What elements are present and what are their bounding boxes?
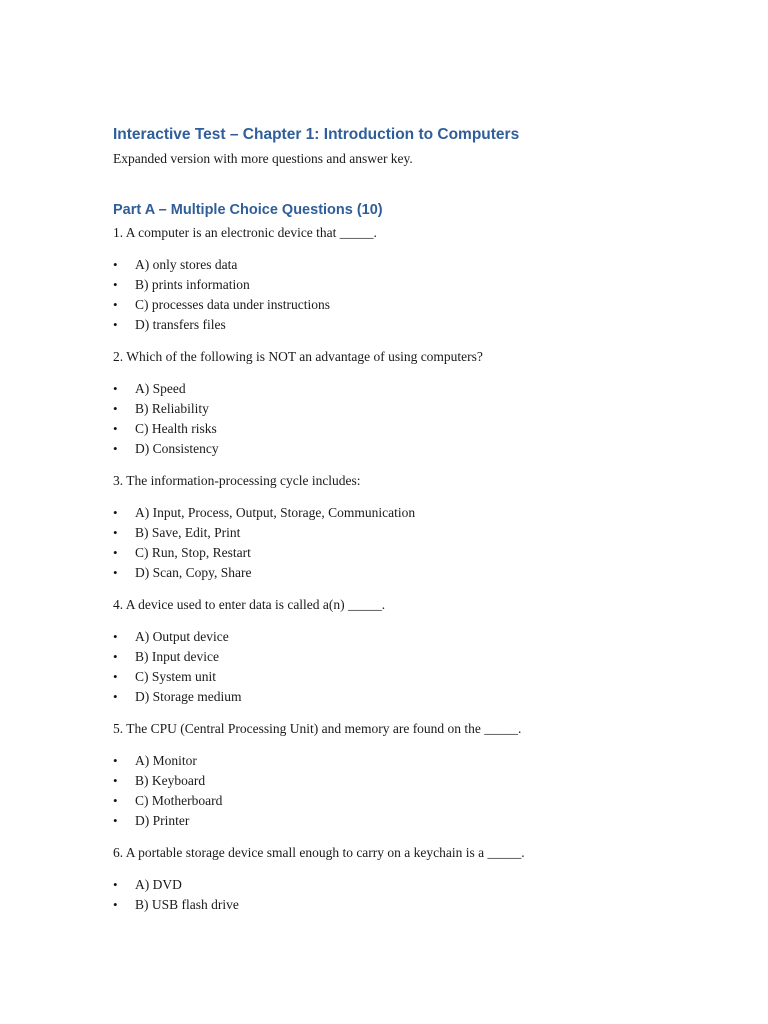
option-item	[113, 419, 713, 439]
option-label: B) Save, Edit, Print	[135, 525, 241, 540]
question-2	[113, 347, 713, 459]
option-label: B) Reliability	[135, 401, 209, 416]
option-label: D) Storage medium	[135, 689, 242, 704]
bullet-icon: •	[113, 317, 118, 332]
bullet-icon: •	[113, 897, 118, 912]
option-item	[113, 379, 713, 399]
bullet-icon: •	[113, 381, 118, 396]
option-item	[113, 275, 713, 295]
bullet-icon: •	[113, 753, 118, 768]
option-label: A) only stores data	[135, 257, 238, 272]
option-label: A) Speed	[135, 381, 186, 396]
bullet-icon: •	[113, 525, 118, 540]
option-label: D) Consistency	[135, 441, 219, 456]
option-label: A) Monitor	[135, 753, 197, 768]
bullet-icon: •	[113, 669, 118, 684]
option-label: C) System unit	[135, 669, 217, 684]
option-label: B) Keyboard	[135, 773, 206, 788]
bullet-icon: •	[113, 565, 118, 580]
option-label: B) prints information	[135, 277, 250, 292]
question-1	[113, 223, 713, 335]
option-label: C) Health risks	[135, 421, 217, 436]
bullet-icon: •	[113, 773, 118, 788]
option-label: B) USB flash drive	[135, 897, 239, 912]
option-item	[113, 895, 713, 915]
bullet-icon: •	[113, 297, 118, 312]
option-item	[113, 563, 713, 583]
bullet-icon: •	[113, 401, 118, 416]
option-label: C) processes data under instructions	[135, 297, 330, 312]
document-page	[113, 124, 713, 927]
document-title: Interactive Test – Chapter 1: Introduction to Computers	[113, 126, 520, 143]
bullet-icon: •	[113, 813, 118, 828]
option-list	[113, 751, 713, 831]
option-list	[113, 255, 713, 335]
question-4	[113, 595, 713, 707]
option-label: A) Input, Process, Output, Storage, Communication	[135, 505, 416, 520]
option-label: C) Motherboard	[135, 793, 223, 808]
option-label: C) Run, Stop, Restart	[135, 545, 251, 560]
bullet-icon: •	[113, 505, 118, 520]
bullet-icon: •	[113, 793, 118, 808]
option-label: B) Input device	[135, 649, 219, 664]
option-item	[113, 543, 713, 563]
option-item	[113, 751, 713, 771]
question-text: 4. A device used to enter data is called a(n) _____.	[113, 597, 386, 612]
option-item	[113, 791, 713, 811]
bullet-icon: •	[113, 689, 118, 704]
bullet-icon: •	[113, 877, 118, 892]
option-label: D) Printer	[135, 813, 190, 828]
option-item	[113, 503, 713, 523]
bullet-icon: •	[113, 545, 118, 560]
question-3	[113, 471, 713, 583]
option-item	[113, 627, 713, 647]
option-item	[113, 255, 713, 275]
bullet-icon: •	[113, 629, 118, 644]
option-label: D) transfers files	[135, 317, 226, 332]
bullet-icon: •	[113, 277, 118, 292]
option-label: D) Scan, Copy, Share	[135, 565, 252, 580]
option-list	[113, 875, 713, 915]
bullet-icon: •	[113, 649, 118, 664]
option-list	[113, 379, 713, 459]
option-item	[113, 295, 713, 315]
option-item	[113, 523, 713, 543]
option-label: A) Output device	[135, 629, 229, 644]
option-list	[113, 627, 713, 707]
document-subtitle: Expanded version with more questions and answer key.	[113, 151, 413, 166]
option-list	[113, 503, 713, 583]
option-item	[113, 687, 713, 707]
bullet-icon: •	[113, 421, 118, 436]
bullet-icon: •	[113, 441, 118, 456]
option-item	[113, 439, 713, 459]
question-text: 1. A computer is an electronic device that _____.	[113, 225, 377, 240]
question-5	[113, 719, 713, 831]
question-text: 5. The CPU (Central Processing Unit) and memory are found on the _____.	[113, 721, 522, 736]
option-item	[113, 667, 713, 687]
option-item	[113, 647, 713, 667]
option-item	[113, 811, 713, 831]
question-6	[113, 843, 713, 915]
option-item	[113, 875, 713, 895]
section-heading-part-a: Part A – Multiple Choice Questions (10)	[113, 202, 383, 218]
question-text: 6. A portable storage device small enough to carry on a keychain is a _____.	[113, 845, 525, 860]
option-label: A) DVD	[135, 877, 182, 892]
question-text: 2. Which of the following is NOT an advantage of using computers?	[113, 349, 483, 364]
option-item	[113, 771, 713, 791]
bullet-icon: •	[113, 257, 118, 272]
option-item	[113, 315, 713, 335]
question-list	[113, 223, 713, 915]
option-item	[113, 399, 713, 419]
question-text: 3. The information-processing cycle includes:	[113, 473, 361, 488]
